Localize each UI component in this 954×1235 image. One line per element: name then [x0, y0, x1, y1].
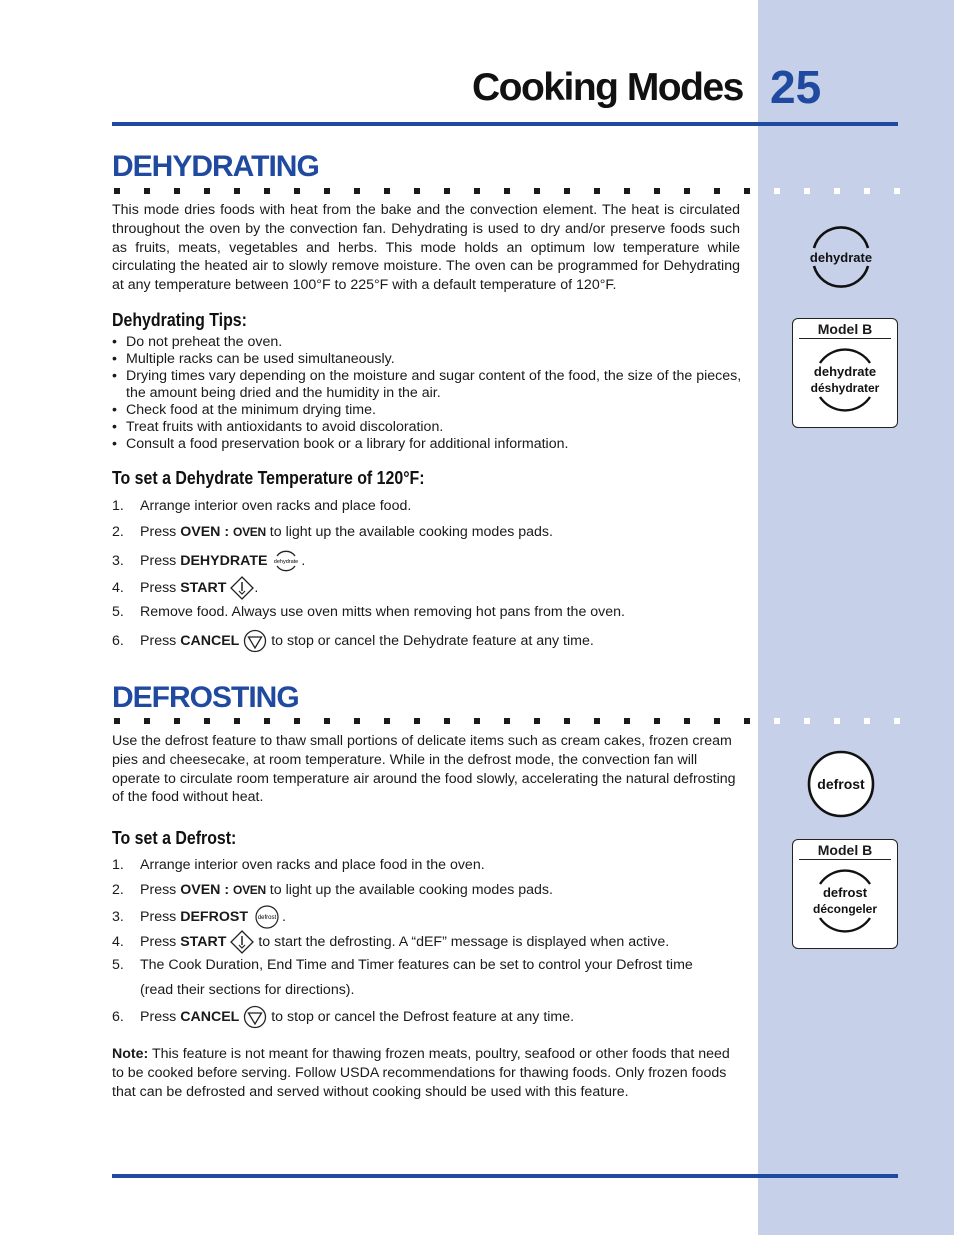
step: 5. The Cook Duration, End Time and Timer features can be set to control your Defrost time: [112, 957, 693, 973]
svg-text:defrost: defrost: [817, 776, 865, 792]
dehydrating-tips-list: [112, 334, 742, 453]
step: 1. Arrange interior oven racks and place food.: [112, 498, 412, 514]
list-item: • Drying times vary depending on the moisture and sugar content of the food, the size of the pieces, the amount being dried and the humidity in the air.: [112, 368, 742, 402]
model-label: Model B: [817, 842, 873, 858]
footer-rule: [112, 1174, 898, 1178]
step: 3. Press DEHYDRATE dehydrate .: [112, 549, 752, 573]
oven-pad-label: OVEN: [233, 525, 266, 539]
step-continuation: (read their sections for directions).: [140, 982, 355, 998]
header-rule: [112, 122, 898, 126]
section-title-dehydrating: DEHYDRATING: [112, 150, 319, 183]
model-b-defrost-box: [792, 839, 898, 949]
section-title-defrosting: DEFROSTING: [112, 681, 299, 714]
svg-text:décongeler: décongeler: [812, 902, 878, 916]
step: 2. Press OVEN : OVEN to light up the available cooking modes pads.: [112, 882, 553, 898]
dehydrate-pad-icon[interactable]: [271, 549, 301, 573]
step: 3. Press DEFROST defrost .: [112, 905, 752, 929]
svg-text:defrost: defrost: [257, 915, 277, 921]
defrost-pad-icon[interactable]: [252, 905, 282, 929]
defrost-note: Note: This feature is not meant for thawing frozen meats, poultry, seafood or other foods that need to be cooked before serving. Follow USDA recommendations for thawing foods. Only frozen foods that can be defrosted and served without cooking should be used with this feature.: [112, 1046, 730, 1100]
dotted-divider: [114, 188, 900, 194]
step: 6. Press CANCEL to stop or cancel the Dehydrate feature at any time.: [112, 629, 752, 653]
defrosting-intro: Use the defrost feature to thaw small portions of delicate items such as cream cakes, frozen cream pies and cheesecake, at room temperature. While in the defrost mode, the convection fan will operate to circulate room temperature air around the food slowly, accelerating the natural defrosting of the food without heat.: [112, 733, 736, 806]
step: 4. Press START .: [112, 576, 752, 600]
svg-text:dehydrate: dehydrate: [813, 364, 877, 379]
list-item: • Check food at the minimum drying time.: [112, 402, 742, 419]
dehydrate-steps-heading: To set a Dehydrate Temperature of 120°F:: [112, 467, 425, 488]
dehydrating-tips-heading: Dehydrating Tips:: [112, 309, 247, 330]
model-b-dehydrate-box: [792, 318, 898, 428]
step: 4. Press START to start the defrosting. A “dEF” message is displayed when active.: [112, 930, 752, 954]
svg-text:dehydrate: dehydrate: [809, 250, 873, 265]
page-number: 25: [770, 61, 822, 113]
step: 6. Press CANCEL to stop or cancel the Defrost feature at any time.: [112, 1005, 752, 1029]
start-diamond-icon[interactable]: [230, 576, 254, 600]
step: 2. Press OVEN : OVEN to light up the available cooking modes pads.: [112, 524, 553, 540]
page-title: Cooking Modes: [472, 66, 743, 109]
step: 5. Remove food. Always use oven mitts when removing hot pans from the oven.: [112, 604, 625, 620]
svg-text:déshydrater: déshydrater: [810, 381, 880, 395]
defrost-pad-icon[interactable]: [806, 749, 876, 819]
cancel-triangle-icon[interactable]: [243, 629, 267, 653]
svg-text:defrost: defrost: [822, 885, 868, 900]
defrost-decongeler-pad-icon[interactable]: [793, 860, 897, 944]
list-item: • Multiple racks can be used simultaneously.: [112, 351, 742, 368]
oven-pad-label: OVEN: [233, 883, 266, 897]
dehydrate-pad-icon[interactable]: [806, 222, 876, 292]
dehydrating-intro: This mode dries foods with heat from the bake and the convection element. The heat is circulated throughout the oven by the convection fan. Dehydrating is used to dry and/or preserve foods such as fruits, meats, vegetables and herbs. This mode holds an optimum low temperature while circulating the heated air to slowly remove moisture. The oven can be programmed for Dehydrating at any temperature between 100°F to 225°F with a default temperature of 120°F.: [112, 202, 740, 294]
list-item: • Do not preheat the oven.: [112, 334, 742, 351]
model-label: Model B: [817, 321, 873, 337]
start-diamond-icon[interactable]: [230, 930, 254, 954]
list-item: • Consult a food preservation book or a library for additional information.: [112, 436, 742, 453]
svg-text:dehydrate: dehydrate: [274, 559, 299, 565]
cancel-triangle-icon[interactable]: [243, 1005, 267, 1029]
dotted-divider: [114, 718, 900, 724]
step: 1. Arrange interior oven racks and place food in the oven.: [112, 857, 485, 873]
list-item: • Treat fruits with antioxidants to avoid discoloration.: [112, 419, 742, 436]
defrost-steps-heading: To set a Defrost:: [112, 827, 237, 848]
dehydrate-deshydrater-pad-icon[interactable]: [793, 339, 897, 423]
sidebar-band: [758, 0, 954, 1235]
